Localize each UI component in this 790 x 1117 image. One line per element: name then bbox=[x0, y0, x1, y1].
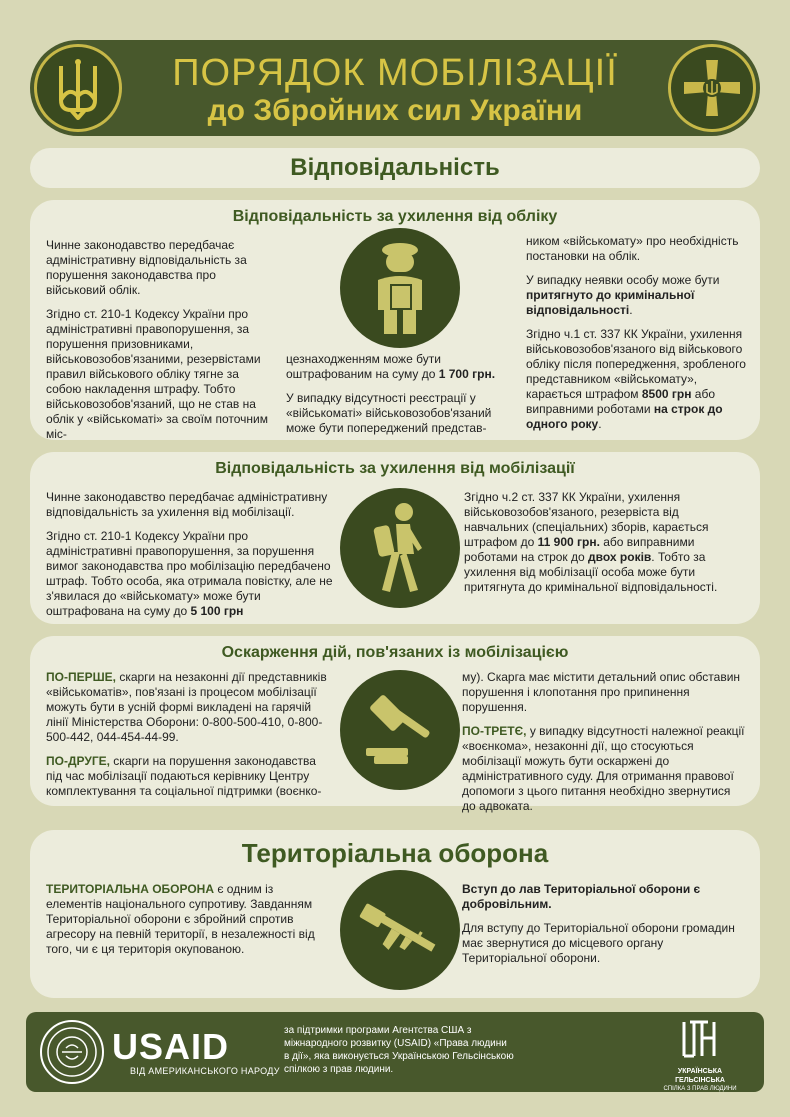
paragraph bbox=[464, 490, 746, 595]
paragraph bbox=[46, 529, 336, 619]
footer bbox=[26, 1012, 764, 1092]
text-span: цезнаходженням може бути оштрафованим на суму до bbox=[286, 352, 441, 381]
text-span: Згідно ст. 210-1 Кодексу України про адміністративні правопорушення, за порушення вимог законодавства про мобілізацію передбачено штраф. Тобто особа, яка отримала повістку, але не з'явилася до «військомату» може бути оштрафована на суму до bbox=[46, 529, 333, 618]
text-column-right bbox=[462, 670, 746, 823]
lead-word: ТЕРИТОРІАЛЬНА ОБОРОНА bbox=[46, 882, 214, 896]
card-title: Територіальна оборона bbox=[241, 838, 549, 868]
text-span: Згідно ч.2 ст. 337 КК України, ухилення військовозобов'язаного, резервіста від навчальних (спеціальних) зборів, карається штрафом до bbox=[464, 490, 709, 549]
lead-word: ПО-ТРЕТЄ, bbox=[462, 724, 527, 738]
gavel-badge bbox=[340, 670, 460, 790]
paragraph: Згідно ст. 210-1 Кодексу України про адміністративні правопорушення, за порушення призовниками, військовозобов'язаними, резервістами правил військового обліку тягне за собою накладення штрафу. Тобто військовозобов'язаний, що не став на облік у «військоматі» за своїм поточним міс- bbox=[46, 307, 269, 441]
uhhru-subtitle: СПІЛКА З ПРАВ ЛЮДИНИ bbox=[663, 1086, 737, 1092]
card-title: Відповідальність за ухилення від обліку bbox=[232, 208, 558, 225]
paragraph bbox=[46, 754, 328, 799]
paragraph bbox=[462, 724, 746, 814]
paragraph bbox=[46, 670, 328, 745]
rifle-badge bbox=[340, 870, 460, 990]
card-mobilization-evasion bbox=[30, 452, 760, 624]
text-column-left bbox=[46, 238, 276, 451]
support-text: за підтримки програми Агентства США з міжнародного розвитку (USAID) «Права людини в дії», яка виконується Українською Гельсінською спілкою з прав людини. bbox=[284, 1025, 514, 1075]
card-title: Відповідальність за ухилення від мобілізації bbox=[215, 460, 575, 477]
cross-emblem-icon bbox=[680, 56, 744, 120]
card-territorial-defense bbox=[30, 830, 760, 998]
bold-text: двох років bbox=[588, 550, 652, 564]
text-column-right bbox=[526, 234, 746, 441]
usaid-tagline: ВІД АМЕРИКАНСЬКОГО НАРОДУ bbox=[130, 1066, 280, 1076]
text-span: Згідно ч.1 ст. 337 КК України, ухилення військовозобов'язаного від військового обліку після попередження, зробленого представником «військомату», карається штрафом bbox=[526, 327, 746, 401]
text-column-right bbox=[464, 490, 746, 604]
paragraph: му). Скарга має містити детальний опис обставин порушення і клопотання про припинення порушення. bbox=[462, 670, 741, 714]
gavel-icon bbox=[360, 690, 440, 770]
paragraph bbox=[526, 273, 746, 318]
paragraph: Для вступу до Територіальної оборони громадин має звернутися до місцевого органу Територіальної оборони. bbox=[462, 921, 735, 965]
header-banner bbox=[30, 40, 760, 136]
soldier-badge bbox=[340, 228, 460, 348]
header-title-line2: до Збройних сил України bbox=[207, 94, 583, 127]
rifle-icon bbox=[358, 895, 442, 965]
walking-person-badge bbox=[340, 488, 460, 608]
text-span: або виправними роботами на строк до bbox=[464, 535, 695, 564]
armed-forces-emblem bbox=[668, 44, 756, 132]
paragraph bbox=[462, 882, 746, 912]
paragraph: ником «військомату» про необхідність постановки на облік. bbox=[526, 234, 739, 263]
text-column-right bbox=[462, 882, 746, 975]
bold-text: Вступ до лав Територіальної оборони є добровільним. bbox=[462, 882, 701, 911]
section-title-responsibility: Відповідальність bbox=[30, 148, 760, 188]
lead-word: ПО-ПЕРШЕ, bbox=[46, 670, 116, 684]
text-span: . Тобто за ухилення від мобілізації особа може бути притягнута до кримінальної відповідальності. bbox=[464, 550, 718, 594]
uhhru-logo bbox=[656, 1018, 744, 1092]
walking-person-icon bbox=[370, 502, 430, 594]
paragraph: Чинне законодавство передбачає адміністративну відповідальність за ухилення від мобілізації. bbox=[46, 490, 328, 519]
paragraph: Чинне законодавство передбачає адміністративну відповідальність за порушення законодавства про військовий облік. bbox=[46, 238, 247, 297]
text-span: У випадку неявки особу може бути bbox=[526, 273, 720, 287]
header-title-line1: ПОРЯДОК МОБІЛІЗАЦІЇ bbox=[172, 52, 618, 94]
text-span: . bbox=[629, 303, 633, 317]
card-title: Оскарження дій, пов'язаних із мобілізацією bbox=[221, 644, 569, 661]
card-appeal bbox=[30, 636, 760, 813]
usaid-seal-icon bbox=[40, 1020, 104, 1084]
uhhru-logo-icon bbox=[680, 1018, 720, 1060]
paragraph bbox=[286, 352, 496, 382]
text-column-middle bbox=[286, 352, 496, 445]
text-span: скарги на порушення законодавства під час мобілізації подаються керівнику Центру комплектування та соціальної підтримки (воєнко- bbox=[46, 754, 322, 798]
paragraph: У випадку відсутності реєстрації у «військоматі» військовозобов'язаний може бути попереджений представ- bbox=[286, 391, 492, 435]
bold-text: притягнуто до кримінальної відповідальності bbox=[526, 288, 695, 317]
text-column-left bbox=[46, 490, 336, 628]
bold-text: на строк до одного року bbox=[526, 402, 723, 431]
text-span: є одним із елементів національного супротиву. Завданням Територіальної оборони є збройний спротив агресору на певній території, в незалежності від того, чи є ця територія окупованою. bbox=[46, 882, 315, 956]
text-span: . bbox=[598, 417, 602, 431]
usaid-logo: USAID bbox=[112, 1026, 230, 1067]
fine-amount: 5 100 грн bbox=[190, 604, 244, 618]
card-registration-evasion bbox=[30, 200, 760, 440]
text-span: або виправними роботами bbox=[526, 387, 716, 416]
fine-amount: 8500 грн bbox=[641, 387, 692, 401]
text-span: у випадку відсутності належної реакції «воєнкома», незаконні дії, що стосуються мобілізації можуть бути оскаржені до адміністративного суду. Для отримання правової допомоги з цього питання необхідно звернутися до адвоката. bbox=[462, 724, 745, 813]
text-span: скарги на незаконні дії представників «військоматів», пов'язані із процесом мобілізації можуть бути в усній формі викладені на гарячій лінії Міністерства Оборони: 0-800-500-410, 0-800-500-442, 044-454-44-99. bbox=[46, 670, 327, 744]
text-column-left bbox=[46, 882, 328, 966]
paragraph bbox=[526, 327, 746, 432]
text-column-left bbox=[46, 670, 328, 808]
fine-amount: 11 900 грн. bbox=[537, 535, 600, 549]
soldier-icon bbox=[364, 240, 436, 336]
uhhru-name: УКРАЇНСЬКА ГЕЛЬСІНСЬКА bbox=[675, 1068, 725, 1084]
paragraph bbox=[46, 882, 328, 957]
lead-word: ПО-ДРУГЕ, bbox=[46, 754, 110, 768]
fine-amount: 1 700 грн. bbox=[438, 367, 496, 381]
